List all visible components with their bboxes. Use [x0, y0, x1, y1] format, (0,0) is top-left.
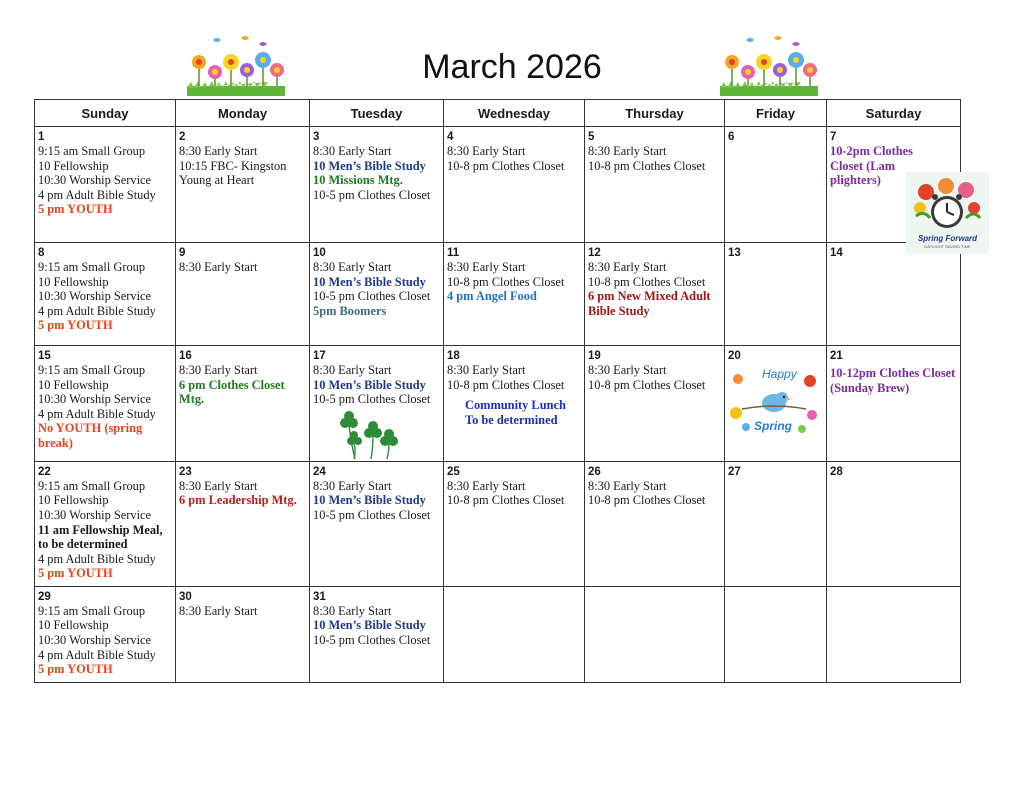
day-number: 11: [447, 247, 460, 259]
event-youth: 5 pm YOUTH: [38, 662, 113, 677]
day-cell-2: [176, 127, 310, 243]
event: 10-8 pm Clothes Closet: [588, 377, 706, 392]
day-number: 9: [179, 247, 186, 259]
event: 8:30 Early Start: [313, 144, 392, 158]
event: 8:30 Early Start: [447, 144, 526, 158]
spring-forward-subcaption: DAYLIGHT SAVING TIME: [924, 244, 971, 249]
day-cell-10: [310, 243, 444, 346]
event: 4 pm Adult Bible Study: [38, 303, 156, 318]
empty-cell: [827, 586, 961, 682]
week-row: [35, 243, 961, 346]
event: 10-5 pm Clothes Closet: [313, 632, 431, 647]
event: 10-5 pm Clothes Closet: [313, 392, 431, 407]
day-number: 2: [179, 131, 186, 143]
day-cell-5: [585, 127, 725, 243]
week-row: [35, 586, 961, 682]
empty-cell: [585, 586, 725, 682]
day-number: 26: [588, 465, 601, 478]
event: 8:30 Early Start: [179, 478, 258, 493]
event: 8:30 Early Start: [179, 260, 258, 274]
page-title: March 2026: [422, 48, 602, 86]
event: 10 Fellowship: [38, 158, 109, 173]
event: 8:30 Early Start: [179, 363, 258, 377]
day-cell-28: [827, 461, 961, 586]
day-cell-20: [725, 346, 827, 462]
day-number: 8: [38, 247, 45, 259]
event-mens-bible-study: 10 Men’s Bible Study: [313, 274, 426, 289]
event-youth: 5 pm YOUTH: [38, 318, 113, 333]
day-cell-17: [310, 346, 444, 462]
day-number: 16: [179, 350, 192, 362]
day-cell-4: [444, 127, 585, 243]
day-number: 10: [313, 247, 326, 259]
empty-cell: [444, 586, 585, 682]
event: 10-8 pm Clothes Closet: [588, 493, 706, 508]
day-number: 22: [38, 465, 51, 478]
day-cell-30: [176, 586, 310, 682]
spring-forward-image: [906, 172, 989, 254]
day-cell-23: [176, 461, 310, 586]
event: 8:30 Early Start: [588, 478, 667, 493]
day-number: 25: [447, 465, 460, 478]
event: 9:15 am Small Group: [38, 603, 146, 618]
week-row: [35, 127, 961, 243]
event-mens-bible-study: 10 Men’s Bible Study: [313, 493, 426, 508]
event: 4 pm Adult Bible Study: [38, 187, 156, 202]
event-clothes-closet: 10-2pm Clothes Closet (Lam plighters): [830, 144, 913, 188]
day-cell-3: [310, 127, 444, 243]
event-clothes-closet-mtg: 6 pm Clothes Closet Mtg.: [179, 377, 285, 407]
event: 10:30 Worship Service: [38, 289, 152, 304]
day-cell-15: [35, 346, 176, 462]
event: 4 pm Adult Bible Study: [38, 551, 156, 566]
calendar-grid: [34, 99, 961, 683]
day-cell-19: [585, 346, 725, 462]
event: 8:30 Early Start: [313, 603, 392, 618]
day-cell-18: [444, 346, 585, 462]
day-cell-22: [35, 461, 176, 586]
event: 8:30 Early Start: [313, 363, 392, 377]
day-cell-21: [827, 346, 961, 462]
event: 8:30 Early Start: [447, 260, 526, 274]
event: 8:30 Early Start: [588, 144, 667, 158]
day-number: 5: [588, 131, 595, 143]
day-cell-24: [310, 461, 444, 586]
event: 10-8 pm Clothes Closet: [588, 274, 706, 289]
event: 8:30 Early Start: [179, 144, 258, 158]
event-community-lunch: Community Lunch: [465, 398, 566, 413]
day-number: 29: [38, 590, 51, 603]
event-fellowship-meal: 11 am Fellowship Meal, to be determined: [38, 522, 163, 552]
event: 10 Fellowship: [38, 274, 109, 289]
weekday-header: Thursday: [585, 100, 725, 127]
day-number: 18: [447, 350, 460, 362]
empty-cell: [725, 586, 827, 682]
event: 10 Fellowship: [38, 493, 109, 508]
weekday-header: Saturday: [827, 100, 961, 127]
day-number: 28: [830, 465, 843, 478]
event-mens-bible-study: 10 Men’s Bible Study: [313, 158, 426, 173]
event: 10-8 pm Clothes Closet: [447, 274, 565, 289]
event: 10:30 Worship Service: [38, 632, 152, 647]
event-missions-mtg: 10 Missions Mtg.: [313, 173, 403, 188]
event: 10-8 pm Clothes Closet: [588, 158, 706, 173]
event: 8:30 Early Start: [447, 363, 526, 377]
event-clothes-closet: 10-12pm Clothes Closet (Sunday Brew): [830, 366, 956, 395]
day-cell-16: [176, 346, 310, 462]
shamrock-icon: [335, 411, 399, 461]
event: 8:30 Early Start: [588, 260, 667, 274]
day-number: 27: [728, 465, 741, 478]
day-number: 12: [588, 247, 601, 259]
day-number: 19: [588, 350, 601, 362]
day-cell-31: [310, 586, 444, 682]
day-cell-9: [176, 243, 310, 346]
day-cell-14: [827, 243, 961, 346]
event: 10:30 Worship Service: [38, 507, 152, 522]
day-number: 15: [38, 350, 51, 362]
event: 9:15 am Small Group: [38, 260, 146, 274]
event: 4 pm Adult Bible Study: [38, 647, 156, 662]
event-angel-food: 4 pm Angel Food: [447, 289, 537, 304]
day-cell-26: [585, 461, 725, 586]
event: 8:30 Early Start: [447, 478, 526, 493]
event: 9:15 am Small Group: [38, 478, 146, 493]
day-number: 31: [313, 590, 326, 603]
event: 9:15 am Small Group: [38, 144, 146, 158]
day-number: 3: [313, 131, 320, 143]
day-number: 23: [179, 465, 192, 478]
day-number: 13: [728, 247, 741, 259]
spring-text: Spring: [754, 419, 792, 433]
weekday-header: Sunday: [35, 100, 176, 127]
event: 10:15 FBC- Kingston Young at Heart: [179, 158, 287, 188]
event-leadership-mtg: 6 pm Leadership Mtg.: [179, 493, 297, 508]
event-youth: 5 pm YOUTH: [38, 202, 113, 217]
happy-spring-image: [728, 365, 820, 437]
weekday-header-row: [35, 100, 961, 127]
happy-text: Happy: [762, 367, 797, 381]
event: 4 pm Adult Bible Study: [38, 406, 156, 421]
day-number: 1: [38, 131, 45, 143]
event: 10-8 pm Clothes Closet: [447, 158, 565, 173]
event: 10-5 pm Clothes Closet: [313, 289, 431, 304]
day-cell-11: [444, 243, 585, 346]
weekday-header: Tuesday: [310, 100, 444, 127]
day-number: 7: [830, 131, 837, 143]
event: 10 Fellowship: [38, 377, 109, 392]
event-mixed-adult-bible-study: 6 pm New Mixed Adult Bible Study: [588, 289, 711, 318]
weekday-header: Friday: [725, 100, 827, 127]
day-cell-6: [725, 127, 827, 243]
event-mens-bible-study: 10 Men’s Bible Study: [313, 618, 426, 633]
day-number: 20: [728, 350, 741, 362]
day-number: 6: [728, 131, 735, 143]
weekday-header: Wednesday: [444, 100, 585, 127]
day-cell-27: [725, 461, 827, 586]
event: 8:30 Early Start: [313, 478, 392, 493]
day-cell-13: [725, 243, 827, 346]
event: 8:30 Early Start: [588, 363, 667, 377]
day-cell-12: [585, 243, 725, 346]
event: 8:30 Early Start: [179, 603, 258, 618]
spring-forward-caption: Spring Forward: [917, 234, 978, 243]
day-number: 30: [179, 590, 192, 603]
week-row: [35, 461, 961, 586]
event-boomers: 5pm Boomers: [313, 303, 387, 318]
event: 9:15 am Small Group: [38, 363, 146, 377]
day-cell-8: [35, 243, 176, 346]
event: 10-8 pm Clothes Closet: [447, 377, 565, 392]
event: 8:30 Early Start: [313, 260, 392, 274]
event: 10:30 Worship Service: [38, 392, 152, 407]
day-number: 14: [830, 247, 843, 259]
day-number: 21: [830, 350, 843, 362]
event: 10-8 pm Clothes Closet: [447, 493, 565, 508]
day-number: 4: [447, 131, 454, 143]
event-youth: 5 pm YOUTH: [38, 566, 113, 581]
event: 10 Fellowship: [38, 618, 109, 633]
weekday-header: Monday: [176, 100, 310, 127]
event-no-youth: No YOUTH (spring break): [38, 421, 143, 450]
event: 10-5 pm Clothes Closet: [313, 187, 431, 202]
day-cell-1: [35, 127, 176, 243]
event-community-lunch-note: To be determined: [465, 412, 558, 427]
day-number: 17: [313, 350, 326, 362]
event-mens-bible-study: 10 Men’s Bible Study: [313, 377, 426, 392]
event: 10:30 Worship Service: [38, 173, 152, 188]
event: 10-5 pm Clothes Closet: [313, 507, 431, 522]
day-cell-25: [444, 461, 585, 586]
day-cell-29: [35, 586, 176, 682]
week-row: [35, 346, 961, 462]
day-number: 24: [313, 465, 326, 478]
